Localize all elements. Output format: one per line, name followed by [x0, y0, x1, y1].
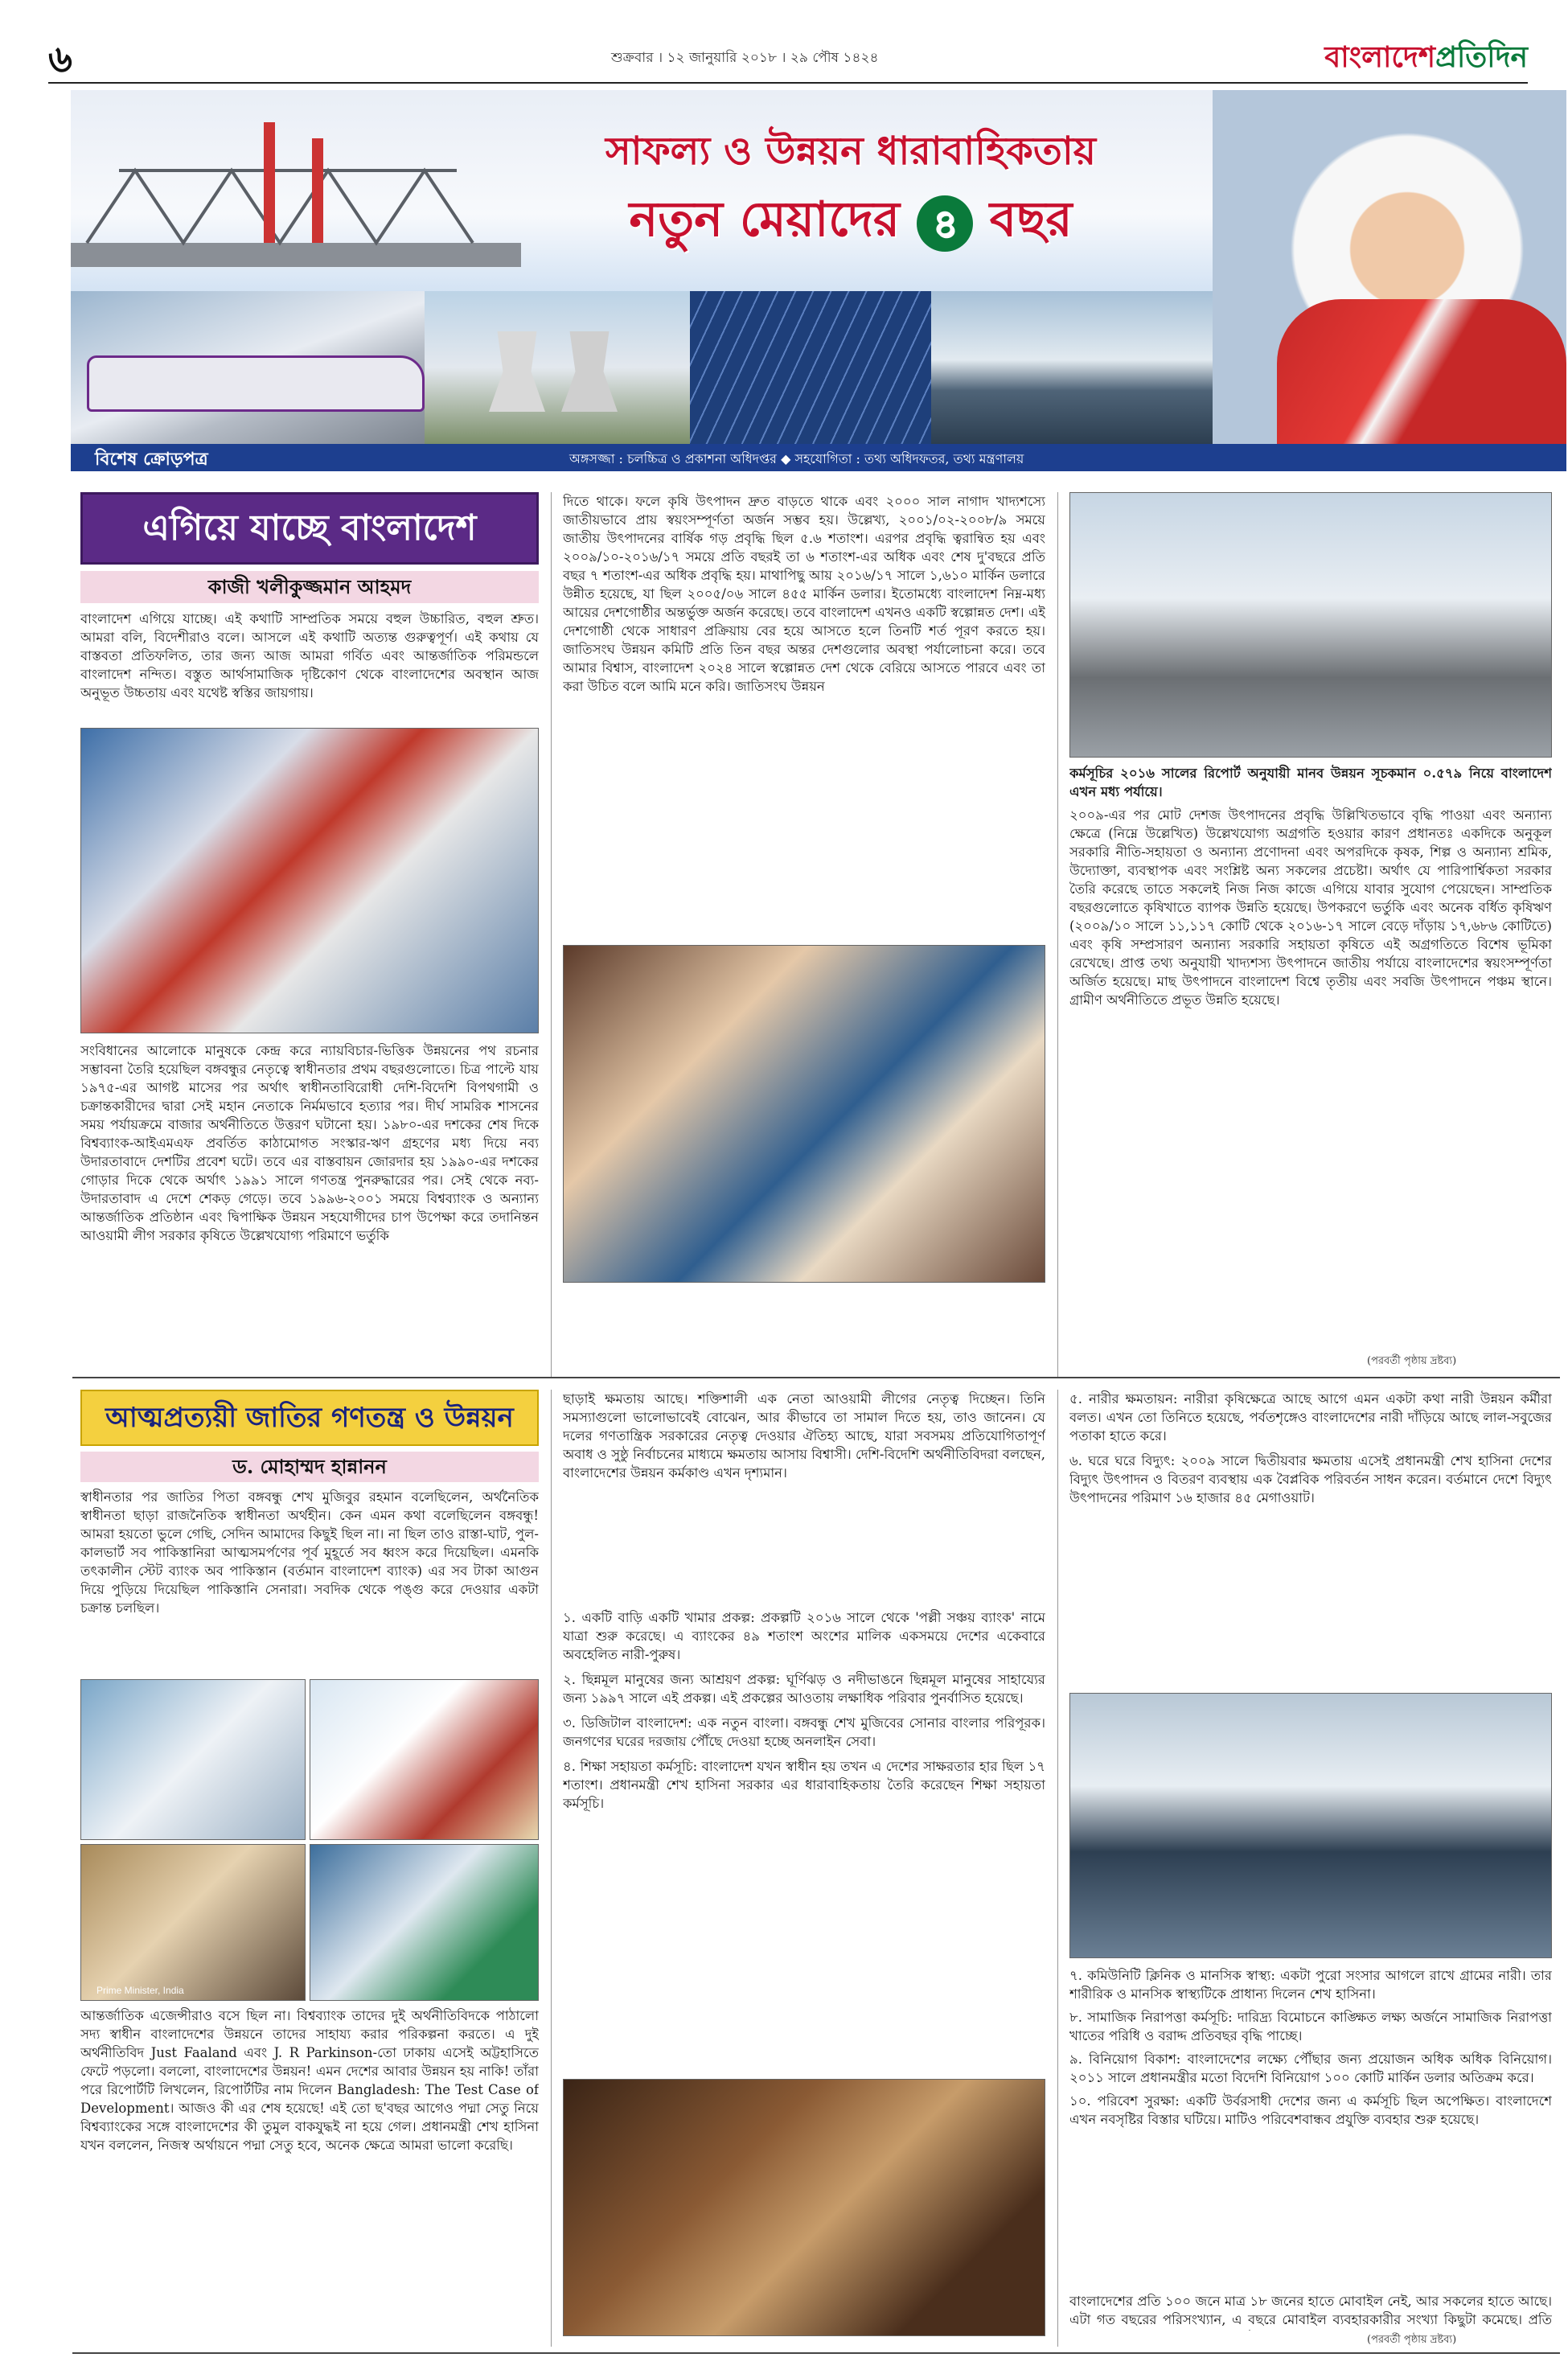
col-rule-2: [1057, 492, 1058, 1377]
program-item: ৯. বিনিয়োগ বিকাশ: বাংলাদেশের লক্ষ্যে পৌঁছার জন্য প্রয়োজন অধিক অধিক বিনিয়োগ। ২০১১ সালে প্রধানমন্ত্রীর মতো বিদেশি বিনিয়োগ ১০০ কোটি মার্কিন ডলার অতিক্রম করে।: [1069, 2052, 1552, 2085]
supplement-strip: [71, 444, 1566, 471]
garment-factory-photo: [80, 728, 539, 1033]
article2-body-left2: আন্তর্জাতিক এজেন্সীরাও বসে ছিল না। বিশ্বব্যাংক তাদের দুই অর্থনীতিবিদকে পাঠালো সদ্য স্বাধীন বাংলাদেশের উন্নয়নে তাদের সাহায্য করার পরিকল্পনা করতে। এ দুই অর্থনীতিবিদ Just Faaland এবং J. R Parkinson-তো ঢাকায় এসেই অট্টহাসিতে ফেটে পড়লো। বললো, বাংলাদেশের উন্নয়ন! এমন দেশের আবার উন্নয়ন হয় নাকি! তাঁরা পরে রিপোর্টটি লিখলেন, রিপোর্টটির নাম দিলেন Bangladesh: The Test Case of Development। আজও কী এর শেষ হয়েছে! এই তো ছ'বছর আগেও পদ্মা সেতু নিয়ে বিশ্বব্যাংকের সঙ্গে বাংলাদেশের কী তুমুল বাকযুদ্ধই না হয়ে গেল। প্রধানমন্ত্রী শেখ হাসিনা যখন বললেন, নিজস্ব অর্থায়নে পদ্মা সেতু হবে, অনেক ক্ষেত্রে আমরা ভালো করেছি।: [80, 2008, 539, 2153]
supplement-label: বিশেষ ক্রোড়পত্র: [95, 449, 208, 470]
masthead-part-b: প্রতিদিন: [1435, 40, 1528, 74]
program-item: ৮. সামাজিক নিরাপত্তা কর্মসূচি: দারিদ্র্য বিমোচনে কাঙ্ক্ষিত লক্ষ্য অর্জনে সামাজিক নিরাপত্তা খাতের পরিধি ও বরাদ্দ প্রতিবছর বৃদ্ধি পাচ্ছে।: [1069, 2010, 1552, 2043]
navy-submarine-photo: [1069, 1693, 1552, 1958]
col-rule-4: [1057, 1390, 1058, 2347]
article1-author-box: [80, 571, 539, 603]
masthead-part-a: বাংলাদেশ: [1324, 40, 1436, 74]
page-header: [48, 36, 1528, 81]
supplement-credits: অঙ্গসজ্জা : চলচ্চিত্র ও প্রকাশনা অধিদপ্তর ◆ সহযোগিতা : তথ্য অধিদফতর, তথ্য মন্ত্রণালয়: [569, 451, 1024, 466]
collage-photo-west-bengal: [310, 1679, 539, 1840]
article1-author: কাজী খলীকুজ্জমান আহমদ: [207, 575, 412, 598]
banner-title-part-a: নতুন মেয়াদের: [629, 191, 901, 248]
leather-goods-photo: [563, 2079, 1045, 2336]
article2-author-box: [80, 1452, 539, 1482]
banner-title-line2: [457, 183, 1245, 263]
power-substation-photo: [1069, 492, 1552, 758]
article1-body-right: ২০০৯-এর পর মোট দেশজ উৎপাদনের প্রবৃদ্ধি উল্লিখিতভাবে বৃদ্ধি পাওয়া এবং অন্যান্য ক্ষেত্রে (নিম্নে উল্লেখিত) উল্লেখযোগ্য অগ্রগতি হওয়ার কারণ প্রধানতঃ একদিকে অনুকূল সরকারি নীতি-সহায়তা ও অন্যান্য প্রণোদনা এবং অপরদিকে কৃষক, শিল্প ও অন্যান্য শ্রমিক, উদ্যোক্তা, ব্যবস্থাপক এবং সংশ্লিষ্ট অন্য সকলের প্রচেষ্টা। অর্থাৎ যে পারিপার্শ্বিকতা সরকার তৈরি করেছে তাতে সকলেই নিজ নিজ কাজে এগিয়ে যাবার সুযোগ পেয়েছেন। সাম্প্রতিক বছরগুলোতে কৃষিখাতে ব্যাপক উন্নতি হয়েছে। উপকরণে ভর্তুকি এবং অনেক বর্ধিত কৃষিঋণ (২০০৯/১০ সালে ১১,১১৭ কোটি থেকে ২০১৬-১৭ সালে বেড়ে দাঁড়ায় ১৭,৬৮৬ কোটিতে) এবং কৃষি সম্প্রসারণ অন্যান্য সরকারি সহায়তা কৃষিতে এই অগ্রগতিতে বিশেষ ভূমিকা রেখেছে। প্রাপ্ত তথ্য অনুযায়ী খাদ্যশস্য উৎপাদনে জাতীয় পর্যায়ে বাংলাদেশের স্বয়ংসম্পূর্ণতা অর্জিত হয়েছে। মাছ উৎপাদনে বাংলাদেশ বিশ্বে তৃতীয় এবং সবজি উৎপাদনে পঞ্চম স্থানে। গ্রামীণ অর্থনীতিতে প্রভূত উন্নতি হয়েছে।: [1069, 807, 1552, 1008]
collage-photo-leaders: [80, 1844, 306, 2001]
power-plant-photo: [425, 291, 690, 444]
article2-body-mid: ছাড়াই ক্ষমতায় আছে। শক্তিশালী এক নেতা আওয়ামী লীগের নেতৃত্ব দিচ্ছেন। তিনি সমস্যাগুলো ভালোভাবেই বোঝেন, আর কীভাবে তা সামাল দিতে হয়, তাও জানেন। যে দলের গণতান্ত্রিক সরকারের নেতৃত্ব দেওয়ার ঐতিহ্য আছে, যারা সবসময় প্রতিযোগিতাপূর্ণ অবাধ ও সুষ্ঠু নির্বাচনের মাধ্যমে ক্ষমতায় আসায় বিশ্বাসী। দেশি-বিদেশি অর্থনীতিবিদরা বলছেন, বাংলাদেশের উন্নয়ন কর্মকাণ্ড এখন দৃশ্যমান।: [563, 1391, 1045, 1481]
article2-author: ড. মোহাম্মদ হান্নানন: [232, 1455, 387, 1478]
program-item: ৬. ঘরে ঘরে বিদ্যুৎ: ২০০৯ সালে দ্বিতীয়বার ক্ষমতায় এসেই প্রধানমন্ত্রী শেখ হাসিনা দেশের বিদ্যুৎ উৎপাদন ও বিতরণ ব্যবস্থায় এক বৈপ্লবিক পরিবর্তন সাধন করেন। বর্তমানে দেশে বিদ্যুৎ উৎপাদনের পরিমাণ ১৬ হাজার ৪৫ মেগাওয়াট।: [1069, 1453, 1552, 1505]
project-item: ৪. শিক্ষা সহায়তা কর্মসূচি: বাংলাদেশ যখন স্বাধীন হয় তখন এ দেশের সাক্ষরতার হার ছিল ১৭ শতাংশ। প্রধানমন্ত্রী শেখ হাসিনা সরকার এর ধারাবাহিকতায় তৈরি করেছেন শিক্ষা সহায়তা কর্মসূচি।: [563, 1759, 1045, 1811]
article2-title: আত্মপ্রত্যয়ী জাতির গণতন্ত্র ও উন্নয়ন: [105, 1402, 514, 1434]
masthead-logo: [1324, 38, 1528, 76]
col-rule-1: [551, 492, 552, 1377]
banner-badge-four: ৪: [917, 195, 973, 252]
collage-photo-bandhan-express: [310, 1844, 539, 2001]
collage-sublabel: Prime Minister, India: [96, 1985, 184, 1996]
collage-photo-bridge: [80, 1679, 306, 1840]
project-item: ২. ছিন্নমূল মানুষের জন্য আশ্রয়ণ প্রকল্প: ঘূর্ণিঝড় ও নদীভাঙনে ছিন্নমূল মানুষের সাহায্যের জন্য ১৯৯৭ সালে এই প্রকল্প। এই প্রকল্পের আওতায় লক্ষাধিক পরিবার পুনর্বাসিত হয়েছে।: [563, 1672, 1045, 1706]
article1-title-box: [80, 492, 539, 565]
collage: [80, 1679, 539, 2001]
article2-continued: (পরবর্তী পৃষ্ঠায় দ্রষ্টব্য): [1367, 2334, 1457, 2346]
article2-body-left1: স্বাধীনতার পর জাতির পিতা বঙ্গবন্ধু শেখ মুজিবুর রহমান বলেছিলেন, অর্থনৈতিক স্বাধীনতা ছাড়া রাজনৈতিক স্বাধীনতা অর্থহীন। কেন এমন কথা বলেছিলেন বঙ্গবন্ধু! আমরা হয়তো ভুলে গেছি, সেদিন আমাদের কিছুই ছিল না। না ছিল তাও রাস্তা-ঘাট, পুল-কালভার্ট সব পাকিস্তানিরা আত্মসমর্পণের পূর্ব মুহূর্তে সব ধ্বংস করে দিয়েছিল। এমনকি তৎকালীন স্টেট ব্যাংক অব পাকিস্তান (বর্তমান বাংলাদেশ ব্যাংক) এর সব টাকা আগুন দিয়ে পুড়িয়ে দিয়েছিল পাকিস্তানি সেনারা। সবদিক থেকে পঙ্গু করে দেওয়ার একটা চক্রান্ত চলছিল।: [80, 1489, 539, 1616]
article2-items-right-a: [1069, 1390, 1552, 1687]
submarine-photo: [931, 291, 1245, 444]
article1-continued: (পরবর্তী পৃষ্ঠায় দ্রষ্টব্য): [1367, 1355, 1457, 1367]
article2-tail: বাংলাদেশের প্রতি ১০০ জনে মাত্র ১৮ জনের হাতে মোবাইল নেই, আর সকলের হাতে আছে। এটা গত বছরের পরিসংখ্যান, এ বছরে মোবাইল ব্যবহারকারীর সংখ্যা কিছুটা কমেছে। প্রতি: [1069, 2294, 1552, 2327]
issue-date: শুক্রবার । ১২ জানুয়ারি ২০১৮ । ২৯ পৌষ ১৪২৪: [611, 50, 879, 66]
page-number: ৬: [48, 37, 72, 80]
footer-rule: [72, 2352, 1560, 2354]
article2-items-right-b: [1069, 1966, 1552, 2288]
pm-with-children-photo: [563, 945, 1045, 1283]
banner-title-line1: সাফল্য ও উন্নয়ন ধারাবাহিকতায়: [605, 129, 1097, 174]
program-item: ৭. কমিউনিটি ক্লিনিক ও মানসিক স্বাস্থ্য: একটা পুরো সংসার আগলে রাখে গ্রামের নারী। তার শারীরিক ও মানসিক স্বাস্থ্যটিকে প্রাধান্য দিলেন শেখ হাসিনা।: [1069, 1968, 1552, 2002]
metro-train-shape: [87, 355, 425, 412]
program-item: ৫. নারীর ক্ষমতায়ন: নারীরা কৃষিক্ষেত্রে আছে আগে এমন একটা কথা নারী উন্নয়ন কর্মীরা বলত। এখন তো তিনিতে হয়েছে, পর্বতশৃঙ্গেও বাংলাদেশের নারী দাঁড়িয়ে আছে লাল-সবুজের পতাকা হাতে করে।: [1069, 1391, 1552, 1444]
article2-title-box: [80, 1390, 539, 1446]
header-rule: [48, 82, 1528, 84]
project-item: ৩. ডিজিটাল বাংলাদেশ: এক নতুন বাংলা। বঙ্গবন্ধু শেখ মুজিবের সোনার বাংলার পরিপূরক। জনগণের ঘরের দরজায় পৌঁছে দেওয়া হচ্ছে অনলাইন সেবা।: [563, 1715, 1045, 1749]
article2-items-mid: [563, 1608, 1045, 2071]
program-item: ১০. পরিবেশ সুরক্ষা: একটি উর্বরসাধী দেশের জন্য এ কর্মসূচি ছিল অপেক্ষিত। বাংলাদেশে এখন নবসৃষ্টির বিস্তার ঘটিয়ে। মাটিও পরিবেশবান্ধব প্রযুক্তি ব্যবহার শুরু হয়েছে।: [1069, 2093, 1552, 2127]
banner-title-part-c: বছর: [989, 191, 1073, 248]
article1-body-mid: দিতে থাকে। ফলে কৃষি উৎপাদন দ্রুত বাড়তে থাকে এবং ২০০০ সাল নাগাদ খাদ্যশস্যে জাতীয়ভাবে প্রায় স্বয়ংসম্পূর্ণতা অর্জন সম্ভব হয়। উল্লেখ্য, ২০০১/০২-২০০৮/৯ সময়ে জাতীয় উৎপাদনের বার্ষিক গড় প্রবৃদ্ধি ছিল ৫.৬ শতাংশ। এরপর প্রবৃদ্ধি ত্বরান্বিত হয় এবং ২০০৯/১০-২০১৬/১৭ সময়ে প্রতি বছরই তা ৬ শতাংশ-এর অধিক এবং শেষ দু'বছরে প্রতি বছর ৭ শতাংশ-এর অধিক প্রবৃদ্ধি হয়। মাথাপিছু আয় ২০১৬/১৭ সালে ১,৬১০ মার্কিন ডলারে উন্নীত হয়েছে, যা ছিল ২০০৫/০৬ সালে ৪৫৫ মার্কিন ডলার। ইতোমধ্যে বাংলাদেশ নিম্ন-মধ্য আয়ের দেশগোষ্ঠীর অন্তর্ভুক্ত অর্জন করেছে। তবে বাংলাদেশ এখনও একটি স্বল্পোন্নত দেশ। এই দেশগোষ্ঠী থেকে সাধারণ প্রক্রিয়ায় বের হয়ে আসতে হলে তিনটি শর্ত পূরণ করতে হয়। জাতিসংঘ উন্নয়ন কমিটি প্রতি তিন বছর অন্তর দেশগুলোর অবস্থা পর্যালোচনা করে। তবে আমার বিশ্বাস, বাংলাদেশ ২০২৪ সালে স্বল্পোন্নত দেশ থেকে বেরিয়ে আসতে পারবে এবং তা করা উচিত বলে আমি মনে করি। জাতিসংঘ উন্নয়ন: [563, 494, 1045, 694]
solar-panels-photo: [690, 291, 931, 444]
col-rule-3: [551, 1390, 552, 2347]
banner: [71, 90, 1566, 444]
pm-saree: [1277, 299, 1566, 444]
article1-body-left: সংবিধানের আলোকে মানুষকে কেন্দ্র করে ন্যায়বিচার-ভিত্তিক উন্নয়নের পথ রচনার সম্ভাবনা তৈরি হয়েছিল বঙ্গবন্ধুর নেতৃত্বে স্বাধীনতার প্রথম বছরগুলোতে। চিত্র পাল্টে যায় ১৯৭৫-এর আগষ্ট মাসের পর অর্থাৎ স্বাধীনতাবিরোধী দেশি-বিদেশি বিপথগামী ও চক্রান্তকারীদের দ্বারা সেই মহান নেতাকে নির্মমভাবে হত্যার পর। দীর্ঘ সামরিক শাসনের সময় পর্যায়ক্রমে বাজার অর্থনীতিতে উত্তরণ ঘটানো হয়। ১৯৮০-এর দশকের শেষ দিকে বিশ্বব্যাংক-আইএমএফ প্রবর্তিত কাঠামোগত সংস্কার-ঋণ গ্রহণের মধ্য দিয়ে নব্য উদারতাবাদে দেশটির প্রবেশ ঘটে। তবে এর বাস্তবায়ন জোরদার হয় ১৯৯০-এর দশকের গোড়ার দিকে থেকে অর্থাৎ ১৯৯১ সালে গণতন্ত্র পুনরুদ্ধারের পর। সেই থেকে নব্য-উদারতাবাদ এ দেশে শেকড় গেড়ে। তবে ১৯৯৬-২০০১ সময়ে বিশ্বব্যাংক ও অন্যান্য আন্তর্জাতিক প্রতিষ্ঠান এবং দ্বিপাক্ষিক উন্নয়ন সহযোগীদের চাপ উপেক্ষা করে তদানিন্তন আওয়ামী লীগ সরকার কৃষিতে উল্লেখযোগ্য পরিমাণে ভর্তুকি: [80, 1043, 539, 1243]
article1-caption: কর্মসূচির ২০১৬ সালের রিপোর্ট অনুযায়ী মানব উন্নয়ন সূচকমান ০.৫৭৯ নিয়ে বাংলাদেশ এখন মধ্য পর্যায়ে।: [1069, 766, 1552, 799]
article1-intro: বাংলাদেশ এগিয়ে যাচ্ছে। এই কথাটি সাম্প্রতিক সময়ে বহুল উচ্চারিত, বহুল শ্রুত। আমরা বলি, বিদেশীরাও বলে। আসলে এই কথাটি অত্যন্ত গুরুত্বপূর্ণ। এই কথায় যে বাস্তবতা প্রতিফলিত, তার জন্য আজ আমরা গর্বিত এবং আন্তর্জাতিক পরিমন্ডলে বাংলাদেশ নন্দিত। বস্তুত আর্থসামাজিক দৃষ্টিকোণ থেকে বাংলাদেশের অবস্থান আজ অনুভূত উচ্চতায় এবং যথেষ্ট স্বস্তির জায়গায়।: [80, 611, 539, 700]
article1-title: এগিয়ে যাচ্ছে বাংলাদেশ: [142, 507, 477, 548]
section-rule: [72, 1377, 1560, 1378]
project-item: ১. একটি বাড়ি একটি খামার প্রকল্প: প্রকল্পটি ২০১৬ সালে থেকে 'পল্লী সঞ্চয় ব্যাংক' নামে যাত্রা শুরু করেছে। এ ব্যাংকের ৪৯ শতাংশ অংশের মালিক একসময়ে দেশের একেবারে অবহেলিত নারী-পুরুষ।: [563, 1610, 1045, 1662]
